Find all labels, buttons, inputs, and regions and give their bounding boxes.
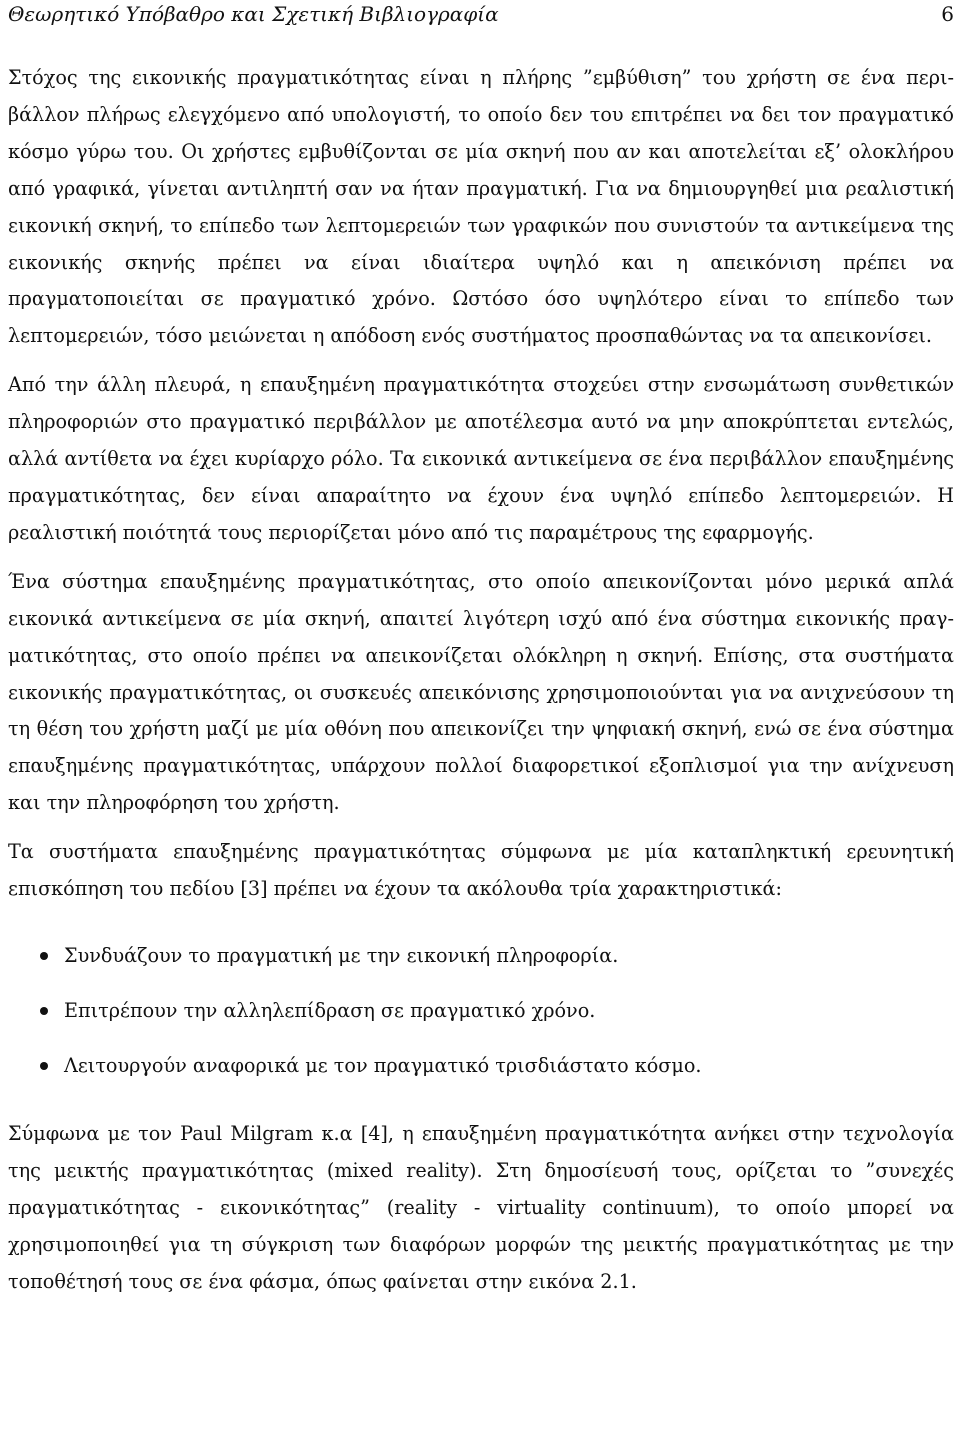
bullet-icon [40,1062,48,1070]
list-item [8,997,954,1025]
list-item-text: Επιτρέπουν την αλληλεπίδραση σε πραγματικό χρόνο. [64,998,596,1022]
page-number: 6 [941,2,954,26]
paragraph-ar-overview: Από την άλλη πλευρά, η επαυξημένη πραγματικότητα στοχεύει στην ενσωμάτωση συνθετικών πληροφοριών στο πραγματικό περιβάλλον με αποτέλεσμα αυτό να μην αποκρύπτεται εντελώς, αλλά αντίθετα να έχει κυρίαρχο ρόλο. Τα εικονικά αντικείμενα σε ένα περιβάλλον επαυξημένης πραγματικότητας, δεν είναι απαραίτητο να έχουν ένα υψηλό επίπεδο λεπτομερειών. Η ρεαλιστική ποιότητά τους περιορίζεται μόνο από τις παραμέτρους της εφαρμογής. [8,373,954,544]
running-header [8,0,954,42]
body-text [8,60,954,1300]
paragraph-ar-characteristics-intro: Τα συστήματα επαυξημένης πραγματικότητας σύμφωνα με μία καταπληκτική ερευνητική επισκόπηση του πεδίου [3] πρέπει να έχουν τα ακόλουθα τρία χαρακτηριστικά: [8,840,954,901]
list-item-text: Συνδυάζουν το πραγματική με την εικονική πληροφορία. [64,943,619,967]
document-page [8,0,954,1300]
bullet-icon [40,952,48,960]
list-item-text: Λειτουργούν αναφορικά με τον πραγματικό τρισδιάστατο κόσμο. [64,1053,702,1077]
list-item [8,1052,954,1080]
characteristics-list [8,942,954,1080]
paragraph-vr-immersion: Στόχος της εικονικής πραγματικότητας είναι η πλήρης ”εμβύθιση” του χρήστη σε ένα περιβάλλον πλήρως ελεγχόμενο από υπολογιστή, το οποίο δεν του επιτρέπει να δει τον πραγματικό κόσμο γύρω του. Οι χρήστες εμβυθίζονται σε μία σκηνή που αν και αποτελείται εξ’ ολοκλήρου από γραφικά, γίνεται αντιληπτή σαν να ήταν πραγματική. Για να δημιουργηθεί μια ρεαλιστική εικονική σκηνή, το επίπεδο των λεπτομερειών των γραφικών που συνιστούν τα αντικείμενα της εικονικής σκηνής πρέπει να είναι ιδιαίτερα υψηλό και η απεικόνιση πρέπει να πραγματοποιείται σε πραγματικό χρόνο. Ωστόσο όσο υψηλότερο είναι το επίπεδο των λεπτομερειών, τόσο μειώνεται η απόδοση ενός συστήματος προσπαθώντας να τα απεικονίσει. [8,66,954,348]
chapter-title: Θεωρητικό Υπόβαθρο και Σχετική Βιβλιογραφία [8,2,499,26]
paragraph-ar-vs-vr: Ένα σύστημα επαυξημένης πραγματικότητας, στο οποίο απεικονίζονται μόνο μερικά απλά εικονικά αντικείμενα σε μία σκηνή, απαιτεί λιγότερη ισχύ από ένα σύστημα εικονικής πραγματικότητας, στο οποίο πρέπει να απεικονίζεται ολόκληρη η σκηνή. Επίσης, στα συστήματα εικονικής πραγματικότητας, οι συσκευές απεικόνισης χρησιμοποιούνται για να ανιχνεύσουν τη τη θέση του χρήστη μαζί με μία οθόνη που απεικονίζει την ψηφιακή σκηνή, ενώ σε ένα σύστημα επαυξημένης πραγματικότητας, υπάρχουν πολλοί διαφορετικοί εξοπλισμοί για την ανίχνευση και την πληροφόρηση του χρήστη. [8,569,954,815]
paragraph-milgram-continuum: Σύμφωνα με τον Paul Milgram κ.α [4], η επαυξημένη πραγματικότητα ανήκει στην τεχνολογία της μεικτής πραγματικότητας (mixed reality). Στη δημοσίευσή τους, ορίζεται το ”συνεχές πραγματικότητας - εικονικότητας” (reality - virtuality continuum), το οποίο μπορεί να χρησιμοποιηθεί για τη σύγκριση των διαφόρων μορφών της μεικτής πραγματικότητας με την τοποθέτησή τους σε ένα φάσμα, όπως φαίνεται στην εικόνα 2.1. [8,1121,954,1293]
list-item [8,942,954,970]
bullet-icon [40,1007,48,1015]
